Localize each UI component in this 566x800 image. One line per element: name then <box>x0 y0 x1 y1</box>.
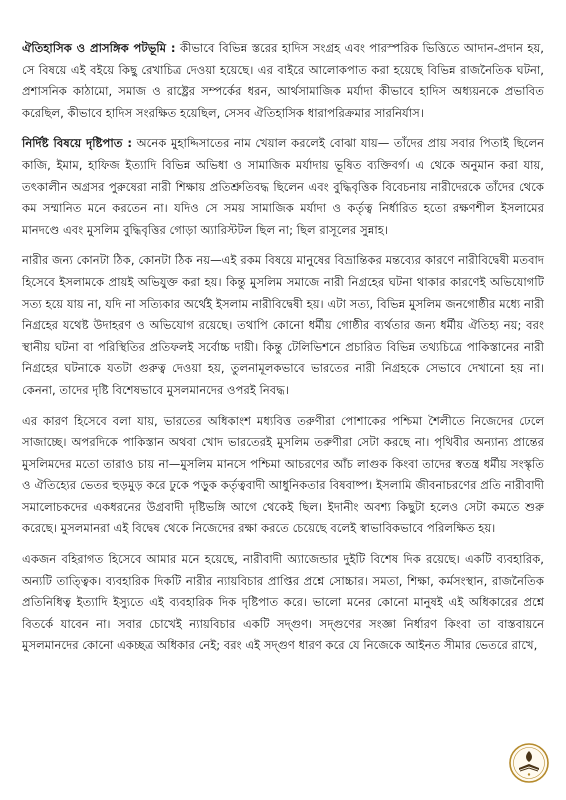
paragraph-text: নারীর জন্য কোনটা ঠিক, কোনটা ঠিক নয়—এই রকম বিষয়ে মানুষের বিভ্রান্তিকর মন্তব্যের কারণে নারীবিদ্বেষী মতবাদ হিসেবে ইসলামকে প্রায়ই অভিযুক্ত করা হয়। কিন্তু মুসলিম সমাজে নারী নিগ্রহের ঘটনা থাকার কারণেই অভিযোগটি সত্য হয়ে যায় না, যদি না সত্যিকার অর্থেই ইসলাম নারীবিদ্বেষী হয়। এটা সত্য, বিভিন্ন মুসলিম জনগোষ্ঠীর মধ্যে নারী নিগ্রহের যথেষ্ট উদাহরণ ও অভিযোগ রয়েছে। তথাপি কোনো ধর্মীয় গোষ্ঠীর ব্যর্থতার জন্য ধর্মীয় ঐতিহ্য নয়; বরং স্থানীয় ঘটনা বা পরিস্থিতির প্রতিফলই সর্বোচ্চ দায়ী। কিন্তু টেলিভিশনে প্রচারিত বিভিন্ন তথ্যচিত্রে পাকিস্তানের নারী নিগ্রহের ঘটনাকে যতটা গুরুত্ব দেওয়া হয়, তুলনামূলকভাবে ভারতের নারী নিগ্রহকে সেভাবে দেখানো হয় না। কেননা, তাদের দৃষ্টি বিশেষভাবে মুসলমানদের ওপরই নিবদ্ধ। <box>22 253 544 397</box>
document-page <box>22 38 544 666</box>
paragraph-body-2 <box>22 411 544 541</box>
paragraph-text: কীভাবে বিভিন্ন স্তরের হাদিস সংগ্রহ এবং পারস্পরিক ভিত্তিতে আদান-প্রদান হয়, সে বিষয়ে এই বইয়ে কিছু রেখাচিত্র দেওয়া হয়েছে। এর বাইরে আলোকপাত করা হয়েছে বিভিন্ন রাজনৈতিক ঘটনা, প্রশাসনিক কাঠামো, সমাজ ও রাষ্ট্রের সম্পর্কের ধরন, আর্থসামাজিক মর্যাদা কীভাবে হাদিস অধ্যয়নকে প্রভাবিত করেছিল, কীভাবে হাদিস সংরক্ষিত হয়েছিল, সেসব ঐতিহাসিক ধারাপরিক্রমার সারনির্যাস। <box>22 41 544 120</box>
paragraph-specific-focus <box>22 133 544 241</box>
paragraph-heading: নির্দিষ্ট বিষয়ে দৃষ্টিপাত : <box>22 136 133 151</box>
paragraph-historical-context <box>22 38 544 124</box>
paragraph-body-1 <box>22 250 544 401</box>
publisher-logo-icon <box>508 742 550 784</box>
paragraph-text: এর কারণ হিসেবে বলা যায়, ভারতের অধিকাংশ মধ্যবিত্ত তরুণীরা পোশাকের পশ্চিমা শৈলীতে নিজেদের ঢেলে সাজাচ্ছে। অপরদিকে পাকিস্তান অথবা খোদ ভারতেরই মুসলিম তরুণীরা সেটা করছে না। পৃথিবীর অন্যান্য প্রান্তের মুসলিমদের মতো তারাও চায় না—মুসলিম মানসে পশ্চিমা আচরণের আঁচ লাগুক কিংবা তাদের স্বতন্ত্র ধর্মীয় সংস্কৃতি ও ঐতিহ্যের ভেতর হুড়মুড় করে ঢুকে পড়ুক কর্তৃত্ববাদী আধুনিকতার বিষবাষ্প। ইসলামি জীবনাচরণের প্রতি নারীবাদী সমালোচকদের একধরনের উগ্রবাদী দৃষ্টিভঙ্গি আগে থেকেই ছিল। ইদানীং অবশ্য কিছুটা হলেও সেটা কমতে শুরু করেছে। মুসলমানরা এই বিদ্বেষ থেকে নিজেদের রক্ষা করতে চেয়েছে বলেই স্বাভাবিকভাবে পরিলক্ষিত হয়। <box>22 413 544 536</box>
paragraph-text: অনেক মুহাদ্দিসাতের নাম খেয়াল করলেই বোঝা যায়— তাঁদের প্রায় সবার পিতাই ছিলেন কাজি, ইমাম, হাফিজ ইত্যাদি বিভিন্ন অভিধা ও সামাজিক মর্যাদায় ভূষিত ব্যক্তিবর্গ। এ থেকে অনুমান করা যায়, তৎকালীন অগ্রসর পুরুষেরা নারী শিক্ষায় প্রতিশ্রুতিবদ্ধ ছিলেন এবং বুদ্ধিবৃত্তিক বিবেচনায় নারীদেরকে তাঁদের থেকে কম সম্মানিত মনে করতেন না। যদিও সে সময় সামাজিক মর্যাদা ও কর্তৃত্ব নির্ধারিত হতো রক্ষণশীল ইসলামের মানদণ্ডে এবং মুসলিম বুদ্ধিবৃত্তির গোড়া অ্যারিস্টটল ছিল না; ছিল রাসূলের সুন্নাহ। <box>22 136 545 237</box>
paragraph-text: একজন বহিরাগত হিসেবে আমার মনে হয়েছে, নারীবাদী অ্যাজেন্ডার দুইটি বিশেষ দিক রয়েছে। একটি ব্যবহারিক, অন্যটি তাত্ত্বিক। ব্যবহারিক দিকটি নারীর ন্যায়বিচার প্রাপ্তির প্রশ্নে সোচ্চার। সমতা, শিক্ষা, কর্মসংস্থান, রাজনৈতিক প্রতিনিধিত্ব ইত্যাদি ইস্যুতে এই ব্যবহারিক দিক দৃষ্টিপাত করে। ভালো মনের কোনো মানুষই এই অধিকারের প্রশ্নে বিতর্কে যাবেন না। সবার চোখেই ন্যায়বিচার একটি সদ্গুণ। সদ্গুণের সংজ্ঞা নির্ধারণ কিংবা তা বাস্তবায়নে মুসলমানদের কোনো একচ্ছত্র অধিকার নেই; বরং এই সদ্গুণ ধারণ করে যে নিজেকে আইনত সীমার ভেতরে রাখে, <box>22 552 544 653</box>
paragraph-body-3 <box>22 549 544 657</box>
paragraph-heading: ঐতিহাসিক ও প্রাসঙ্গিক পটভূমি : <box>22 41 176 55</box>
